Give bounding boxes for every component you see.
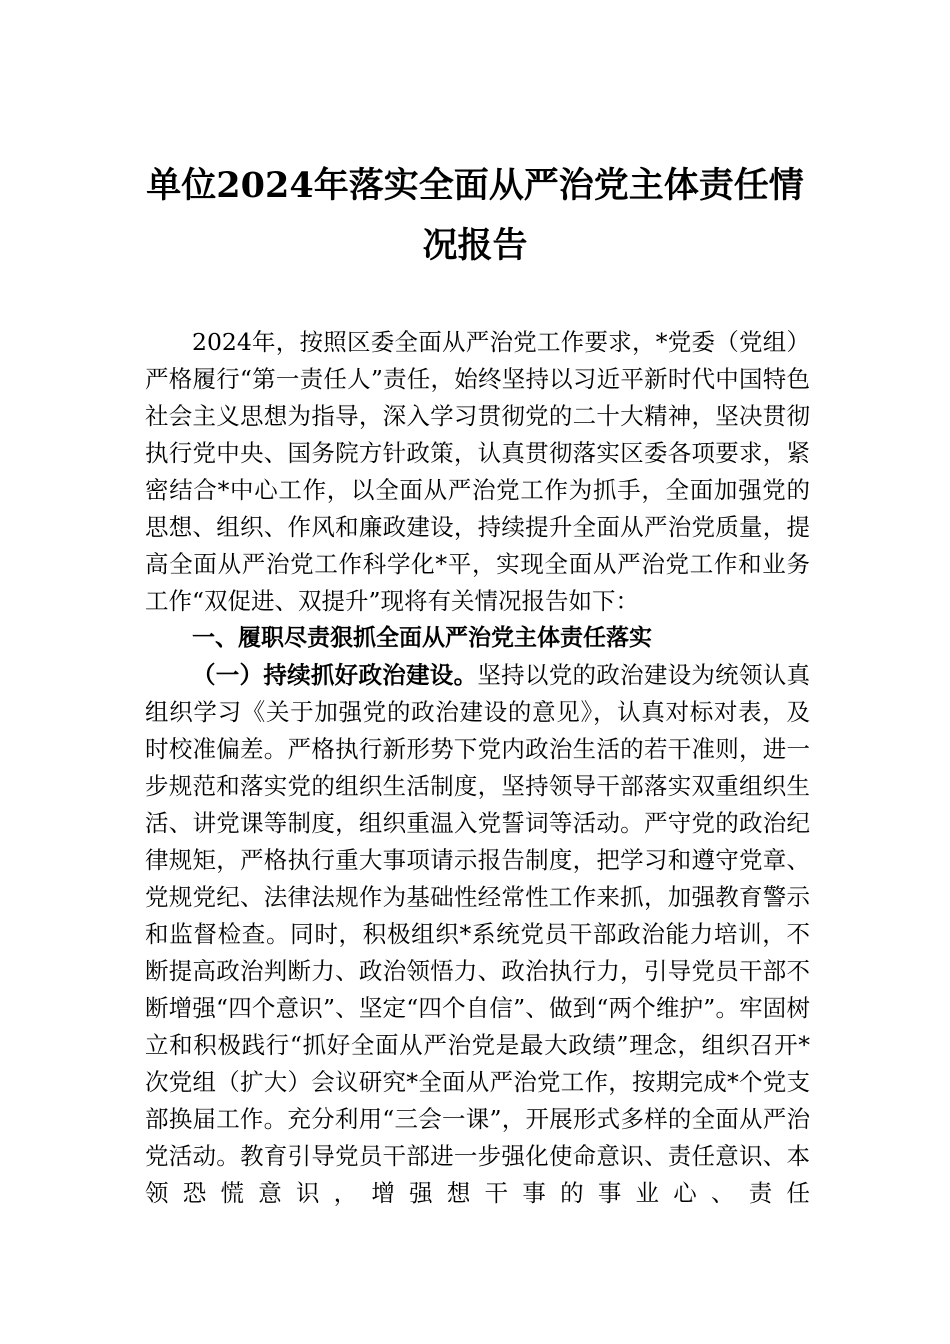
document-title [140, 156, 810, 276]
document-title-line-1: 单位2024年落实全面从严治党主体责任情 [146, 165, 804, 206]
body-paragraph-text: 坚持以党的政治建设为统领认真组织学习《关于加强党的政治建设的意见》，认真对标对表，及时校准偏差。严格执行新形势下党内政治生活的若干准则，进一步规范和落实党的组织生活制度，坚持领导干部落实双重组织生活、讲党课等制度，组织重温入党誓词等活动。严守党的政治纪律规矩，严格执行重大事项请示报告制度，把学习和遵守党章、党规党纪、法律法规作为基础性经常性工作来抓，加强教育警示和监督检查。同时，积极组织*系统党员干部政治能力培训，不断提高政治判断力、政治领悟力、政治执行力，引导党员干部不断增强“四个意识”、坚定“四个自信”、做到“两个维护”。牢固树立和积极践行“抓好全面从严治党是最大政绩”理念，组织召开*次党组（扩大）会议研究*全面从严治党工作，按期完成*个党支部换届工作。充分利用“三会一课”，开展形式多样的全面从严治党活动。教育引导党员干部进一步强化使命意识、责任意识、本领恐慌意识，增强想干事的事业心、责任 [145, 661, 811, 1207]
section-heading: 一、履职尽责狠抓全面从严治党主体责任落实 [192, 625, 652, 651]
document-title-line-2: 况报告 [422, 225, 528, 266]
body-paragraph [145, 657, 810, 1212]
sub-heading: （一）持续抓好政治建设。 [192, 661, 478, 689]
intro-paragraph: 2024年，按照区委全面从严治党工作要求，*党委（党组）严格履行“第一责任人”责任，始终坚持以习近平新时代中国特色社会主义思想为指导，深入学习贯彻党的二十大精神，坚决贯彻执行党中央、国务院方针政策，认真贯彻落实区委各项要求，紧密结合*中心工作，以全面从严治党工作为抓手，全面加强党的思想、组织、作风和廉政建设，持续提升全面从严治党质量，提高全面从严治党工作科学化*平，实现全面从严治党工作和业务工作“双促进、双提升”现将有关情况报告如下： [145, 328, 810, 615]
document-body [145, 324, 810, 1212]
